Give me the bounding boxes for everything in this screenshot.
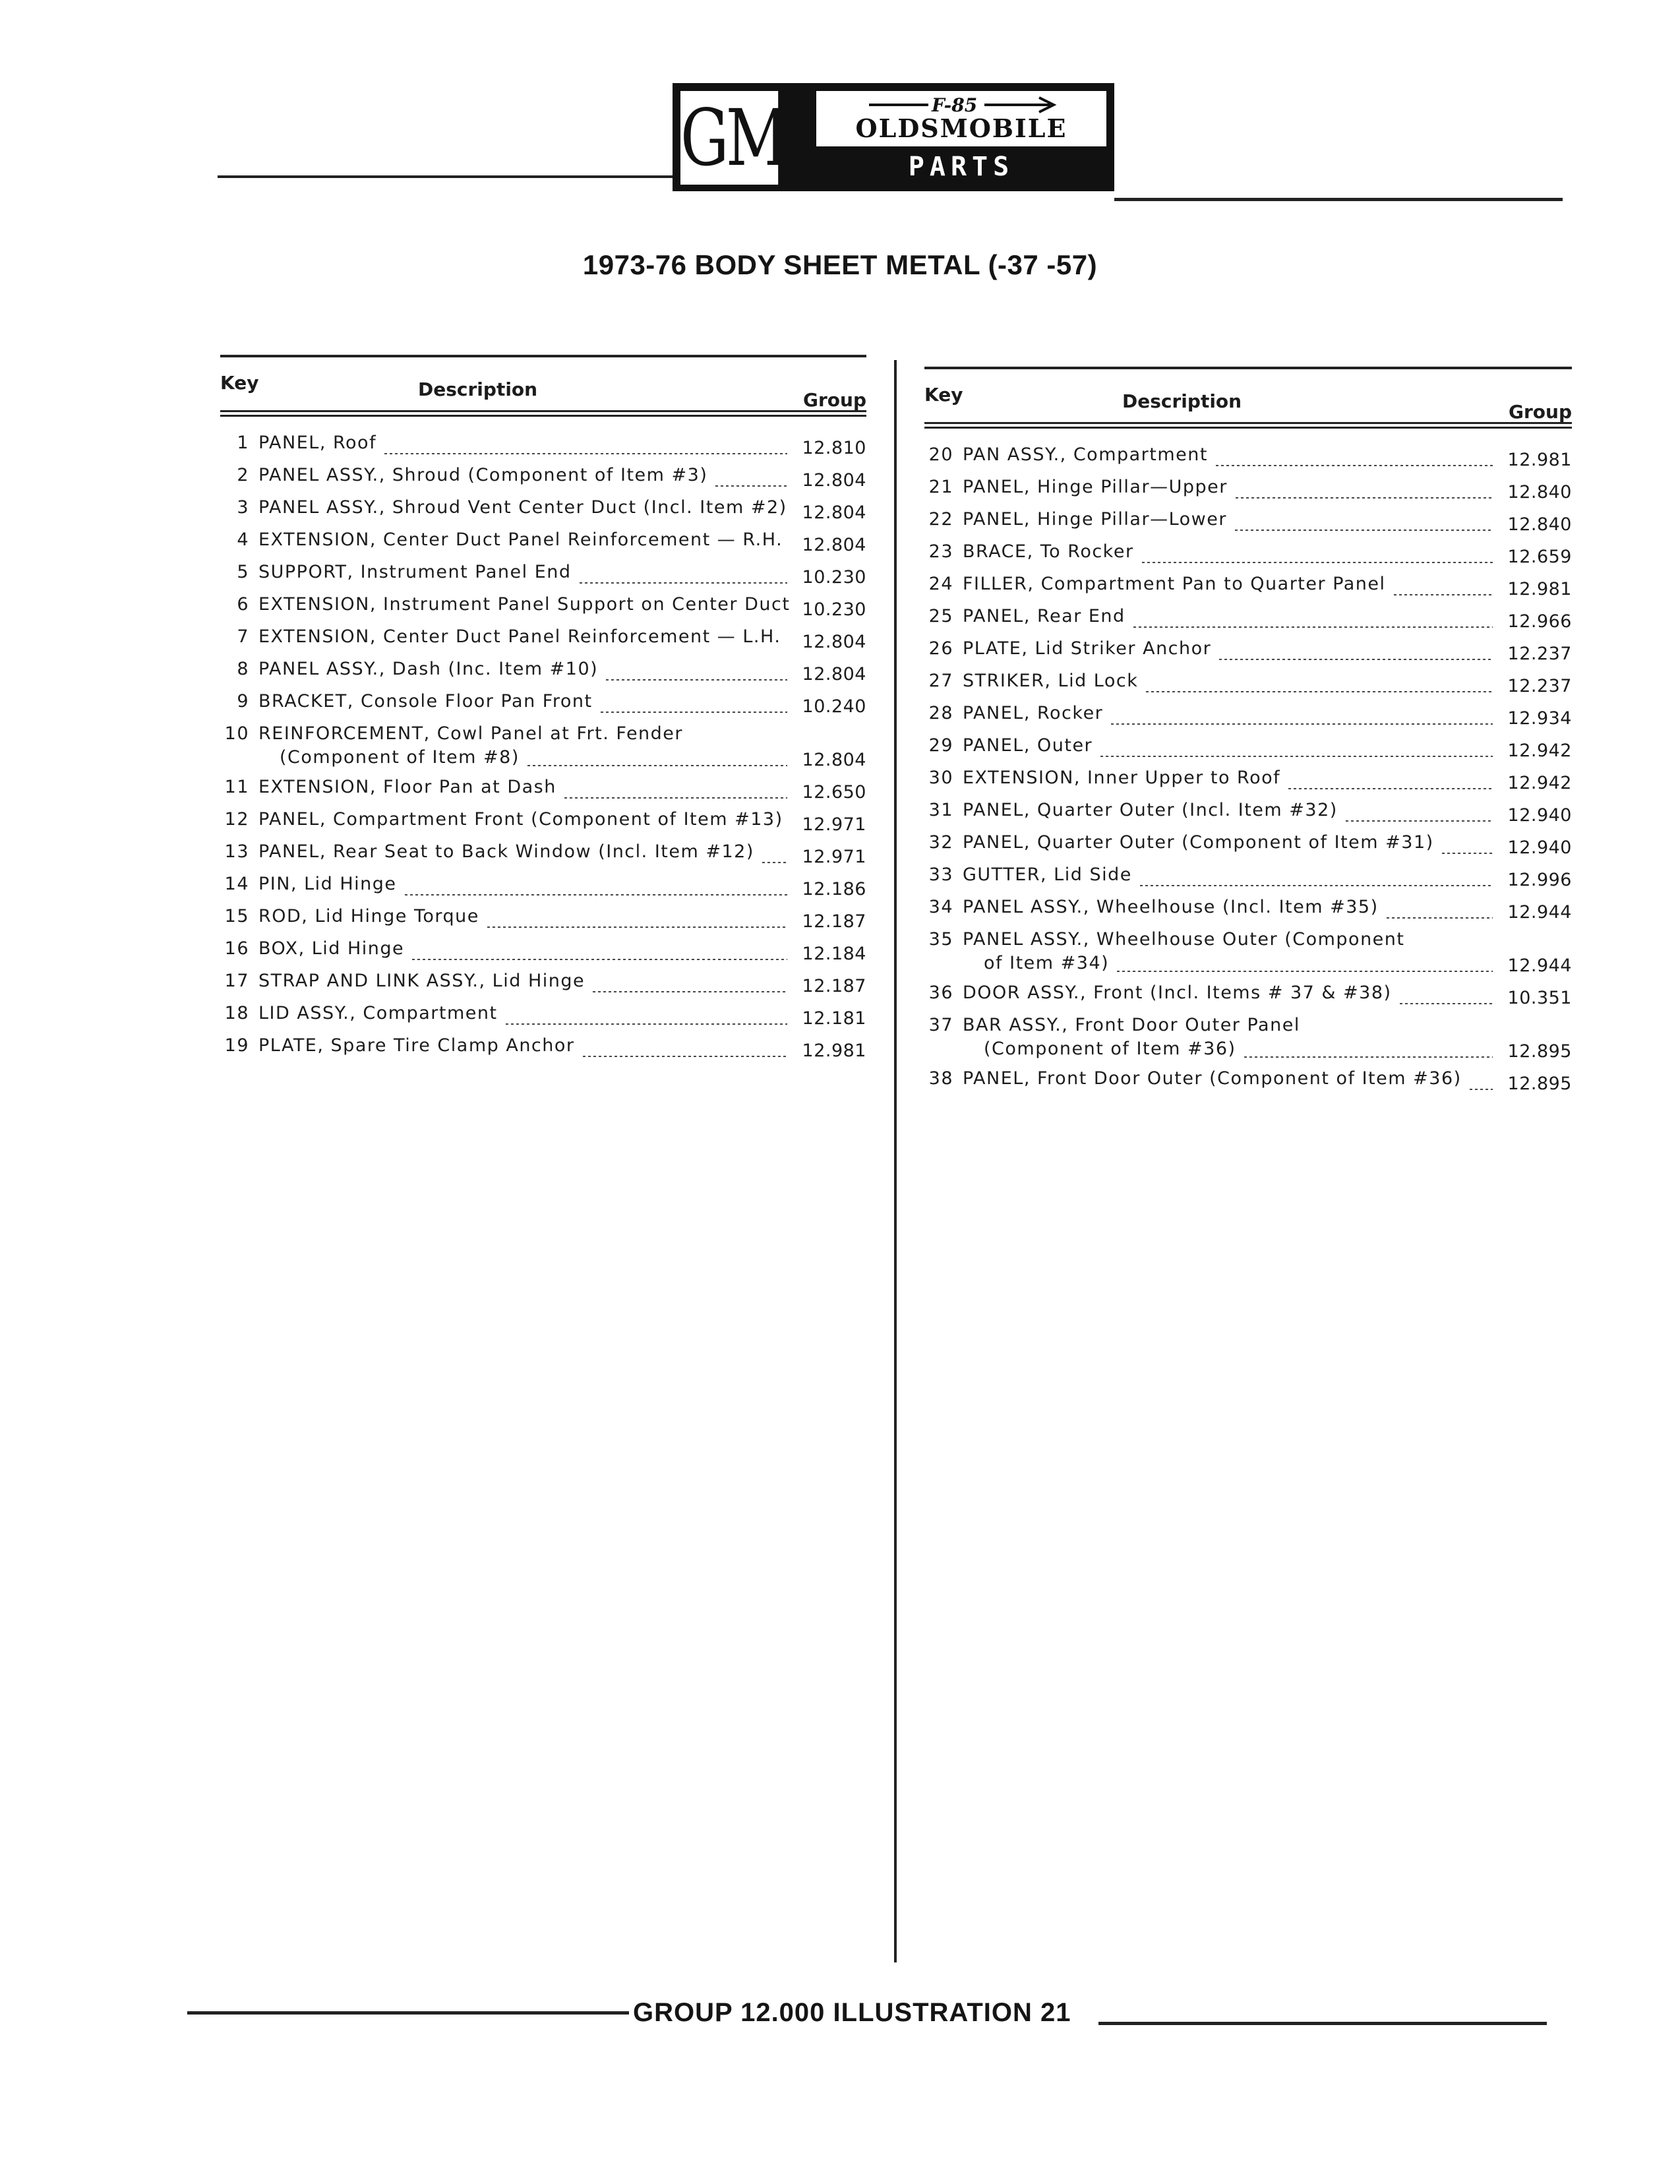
dot-leader (1215, 465, 1493, 466)
dot-leader (1234, 497, 1493, 499)
parts-rows-left (220, 430, 866, 1065)
item-description: PANEL, Outer (963, 735, 1093, 756)
parts-row (220, 1033, 866, 1065)
item-group-number: 12.966 (1507, 611, 1572, 632)
page-footer: GROUP 12.000 ILLUSTRATION 21 (633, 1998, 1071, 2027)
item-group-number: 10.230 (802, 567, 866, 588)
item-group-number: 12.659 (1507, 547, 1572, 567)
description-column-header: Description (418, 379, 538, 400)
item-description: REINFORCEMENT, Cowl Panel at Frt. Fender (258, 723, 684, 744)
parts-row (220, 624, 866, 656)
dot-leader (1110, 723, 1493, 725)
f85-text: F-85 (932, 95, 978, 115)
item-key: 10 (224, 723, 249, 744)
group-column-header: Group (1508, 401, 1572, 423)
item-description: PANEL ASSY., Shroud Vent Center Duct (Incl. Item #2) (258, 497, 787, 518)
item-key: 6 (237, 594, 249, 615)
item-description: EXTENSION, Center Duct Panel Reinforcement — R.H. (258, 530, 783, 550)
item-description: PANEL, Hinge Pillar—Upper (963, 477, 1228, 497)
dot-leader (714, 485, 787, 487)
dot-leader (1234, 530, 1493, 531)
parts-row (220, 839, 866, 871)
dot-leader (761, 862, 787, 863)
item-key: 31 (928, 800, 953, 820)
parts-row (220, 774, 866, 806)
parts-row (924, 700, 1572, 733)
item-key: 12 (224, 809, 249, 830)
parts-row (924, 571, 1572, 603)
dot-leader (1132, 626, 1493, 628)
item-group-number: 12.187 (802, 976, 866, 996)
parts-row (924, 862, 1572, 894)
dot-leader (404, 894, 787, 895)
dot-leader (411, 959, 787, 960)
parts-catalogue-label: PARTS CATALOGUE (866, 152, 1057, 218)
item-description: PLATE, Lid Striker Anchor (963, 638, 1212, 659)
gm-parts-catalogue-logo (673, 83, 1114, 218)
item-group-number: 12.940 (1507, 805, 1572, 826)
dot-leader (1287, 788, 1493, 789)
item-group-number: 12.804 (802, 750, 866, 770)
dot-leader (1145, 691, 1493, 692)
dot-leader (1139, 885, 1493, 886)
item-description: LID ASSY., Compartment (258, 1003, 498, 1023)
item-description: SUPPORT, Instrument Panel End (258, 562, 572, 582)
parts-row (924, 926, 1572, 980)
item-key: 20 (928, 444, 953, 465)
item-key: 37 (928, 1015, 953, 1035)
item-description: PANEL, Rear End (963, 606, 1125, 626)
item-key: 29 (928, 735, 953, 756)
item-group-number: 12.944 (1507, 902, 1572, 923)
item-description: PANEL, Roof (258, 433, 377, 453)
item-key: 1 (237, 433, 249, 453)
table-header (924, 381, 1572, 422)
item-description: PANEL ASSY., Shroud (Component of Item #3) (258, 465, 708, 485)
dot-leader (578, 582, 787, 584)
key-column-header: Key (220, 372, 259, 394)
parts-row (220, 871, 866, 903)
item-key: 4 (237, 530, 249, 550)
dot-leader (486, 926, 787, 928)
item-description: PLATE, Spare Tire Clamp Anchor (258, 1035, 575, 1056)
header-rule-left (218, 175, 673, 178)
parts-table-left (220, 355, 866, 1065)
item-key: 18 (224, 1003, 249, 1023)
parts-row (924, 980, 1572, 1012)
group-column-header: Group (802, 389, 866, 411)
item-description: BRACKET, Console Floor Pan Front (258, 691, 593, 712)
item-group-number: 12.971 (802, 847, 866, 867)
item-group-number: 12.840 (1507, 514, 1572, 535)
item-key: 22 (928, 509, 953, 530)
item-group-number: 12.840 (1507, 482, 1572, 502)
dot-leader (1099, 756, 1493, 757)
table-top-rule (924, 367, 1572, 369)
item-key: 17 (224, 971, 249, 991)
item-key: 7 (237, 626, 249, 647)
item-description: PANEL, Compartment Front (Component of Item #13) (258, 809, 783, 830)
item-group-number: 12.804 (802, 632, 866, 652)
item-group-number: 12.895 (1507, 1041, 1572, 1062)
dot-leader (383, 453, 787, 454)
header-double-rule (220, 410, 866, 417)
dot-leader (605, 679, 787, 681)
parts-row (924, 797, 1572, 830)
item-description: EXTENSION, Inner Upper to Roof (963, 768, 1281, 788)
oldsmobile-brand: OLDSMOBILE (855, 113, 1067, 143)
item-description-continued: of Item #34) (984, 953, 1110, 973)
item-group-number: 12.237 (1507, 644, 1572, 664)
item-key: 3 (237, 497, 249, 518)
parts-row (220, 592, 866, 624)
table-top-rule (220, 355, 866, 357)
dot-leader (1344, 820, 1493, 822)
parts-row (924, 765, 1572, 797)
item-group-number: 12.187 (802, 911, 866, 932)
item-description: ROD, Lid Hinge Torque (258, 906, 479, 926)
item-key: 19 (224, 1035, 249, 1056)
item-group-number: 12.181 (802, 1008, 866, 1029)
parts-row (220, 495, 866, 527)
item-description: PAN ASSY., Compartment (963, 444, 1208, 465)
item-description: EXTENSION, Instrument Panel Support on Center Duct (258, 594, 791, 615)
item-group-number: 12.981 (1507, 450, 1572, 470)
item-key: 26 (928, 638, 953, 659)
parts-row (924, 474, 1572, 506)
parts-row (220, 688, 866, 721)
item-description: PANEL ASSY., Wheelhouse Outer (Component (963, 929, 1405, 950)
footer-rule-right (1098, 2022, 1547, 2025)
parts-row (924, 539, 1572, 571)
item-key: 14 (224, 874, 249, 894)
item-key: 34 (928, 897, 953, 917)
item-group-number: 12.942 (1507, 741, 1572, 761)
parts-table-right (924, 367, 1572, 1098)
dot-leader (1393, 594, 1493, 595)
dot-leader (1116, 971, 1493, 972)
column-divider (894, 360, 897, 1962)
item-description: PIN, Lid Hinge (258, 874, 397, 894)
item-group-number: 12.996 (1507, 870, 1572, 890)
logo-brand-box (816, 91, 1106, 146)
item-group-number: 12.804 (802, 502, 866, 523)
parts-row (220, 903, 866, 936)
f85-arrow-logo (869, 95, 1060, 115)
item-group-number: 12.804 (802, 664, 866, 684)
item-group-number: 12.810 (802, 438, 866, 458)
gm-logo-letters: GM (680, 92, 785, 183)
item-key: 27 (928, 671, 953, 691)
item-description: PANEL, Quarter Outer (Component of Item #31) (963, 832, 1434, 853)
item-key: 5 (237, 562, 249, 582)
dot-leader (1218, 659, 1493, 660)
dot-leader (1141, 562, 1493, 563)
item-key: 28 (928, 703, 953, 723)
item-key: 11 (224, 777, 249, 797)
item-description: PANEL ASSY., Dash (Inc. Item #10) (258, 659, 599, 679)
dot-leader (504, 1023, 787, 1025)
item-description: PANEL, Quarter Outer (Incl. Item #32) (963, 800, 1338, 820)
item-group-number: 12.650 (802, 782, 866, 803)
item-group-number: 12.981 (1507, 579, 1572, 599)
item-key: 8 (237, 659, 249, 679)
description-column-header: Description (1122, 390, 1242, 412)
item-key: 2 (237, 465, 249, 485)
item-description: STRAP AND LINK ASSY., Lid Hinge (258, 971, 585, 991)
item-key: 9 (237, 691, 249, 712)
item-group-number: 12.971 (802, 814, 866, 835)
parts-row (220, 559, 866, 592)
item-key: 23 (928, 541, 953, 562)
item-description: PANEL, Front Door Outer (Component of Item #36) (963, 1068, 1462, 1089)
parts-row (924, 506, 1572, 539)
header-double-rule (924, 422, 1572, 429)
parts-row (220, 721, 866, 774)
item-key: 25 (928, 606, 953, 626)
footer-rule-left (187, 2011, 629, 2015)
item-key: 15 (224, 906, 249, 926)
item-key: 30 (928, 768, 953, 788)
dot-leader (1398, 1003, 1493, 1004)
item-description: BAR ASSY., Front Door Outer Panel (963, 1015, 1300, 1035)
item-key: 21 (928, 477, 953, 497)
item-group-number: 10.351 (1507, 988, 1572, 1008)
item-group-number: 12.944 (1507, 956, 1572, 976)
parts-row (924, 668, 1572, 700)
page-title: 1973-76 BODY SHEET METAL (-37 -57) (582, 249, 1098, 280)
header-rule-right (1114, 198, 1563, 201)
item-group-number: 12.942 (1507, 773, 1572, 793)
parts-rows-right (924, 442, 1572, 1098)
item-description: PANEL ASSY., Wheelhouse (Incl. Item #35) (963, 897, 1379, 917)
parts-row (924, 603, 1572, 636)
dot-leader (526, 765, 787, 766)
item-group-number: 12.804 (802, 470, 866, 491)
parts-row (220, 806, 866, 839)
parts-row (924, 636, 1572, 668)
item-description: PANEL, Hinge Pillar—Lower (963, 509, 1227, 530)
item-description: PANEL, Rear Seat to Back Window (Incl. Item #12) (258, 841, 754, 862)
dot-leader (599, 712, 787, 713)
item-key: 38 (928, 1068, 953, 1089)
item-key: 32 (928, 832, 953, 853)
item-group-number: 12.804 (802, 535, 866, 555)
dot-leader (582, 1056, 787, 1057)
parts-row (924, 442, 1572, 474)
parts-row (220, 527, 866, 559)
item-description: EXTENSION, Center Duct Panel Reinforcement — L.H. (258, 626, 781, 647)
item-group-number: 10.230 (802, 599, 866, 620)
item-group-number: 12.186 (802, 879, 866, 899)
dot-leader (1468, 1089, 1493, 1090)
key-column-header: Key (924, 384, 963, 406)
dot-leader (1243, 1056, 1493, 1058)
item-key: 35 (928, 929, 953, 950)
parts-row (220, 1000, 866, 1033)
item-key: 36 (928, 983, 953, 1003)
item-group-number: 12.895 (1507, 1074, 1572, 1094)
parts-row (220, 968, 866, 1000)
item-description: GUTTER, Lid Side (963, 864, 1132, 885)
item-description: STRIKER, Lid Lock (963, 671, 1139, 691)
parts-row (924, 1066, 1572, 1098)
item-group-number: 12.934 (1507, 708, 1572, 729)
item-description: BRACE, To Rocker (963, 541, 1134, 562)
item-description-continued: (Component of Item #8) (280, 747, 520, 768)
parts-row (220, 462, 866, 495)
item-description: EXTENSION, Floor Pan at Dash (258, 777, 556, 797)
item-group-number: 12.237 (1507, 676, 1572, 696)
dot-leader (1385, 917, 1493, 919)
item-description: BOX, Lid Hinge (258, 938, 405, 959)
parts-row (220, 656, 866, 688)
item-description-continued: (Component of Item #36) (984, 1039, 1236, 1059)
parts-row (220, 430, 866, 462)
parts-row (220, 936, 866, 968)
item-group-number: 10.240 (802, 696, 866, 717)
item-description: DOOR ASSY., Front (Incl. Items # 37 & #38) (963, 983, 1392, 1003)
item-key: 24 (928, 574, 953, 594)
dot-leader (591, 991, 787, 992)
item-key: 13 (224, 841, 249, 862)
dot-leader (563, 797, 787, 799)
item-group-number: 12.940 (1507, 837, 1572, 858)
item-key: 16 (224, 938, 249, 959)
dot-leader (1441, 853, 1493, 854)
parts-row (924, 894, 1572, 926)
item-description: FILLER, Compartment Pan to Quarter Panel (963, 574, 1386, 594)
parts-row (924, 1012, 1572, 1066)
parts-row (924, 830, 1572, 862)
parts-row (924, 733, 1572, 765)
table-header (220, 369, 866, 410)
item-group-number: 12.184 (802, 944, 866, 964)
item-group-number: 12.981 (802, 1041, 866, 1061)
item-key: 33 (928, 864, 953, 885)
item-description: PANEL, Rocker (963, 703, 1104, 723)
